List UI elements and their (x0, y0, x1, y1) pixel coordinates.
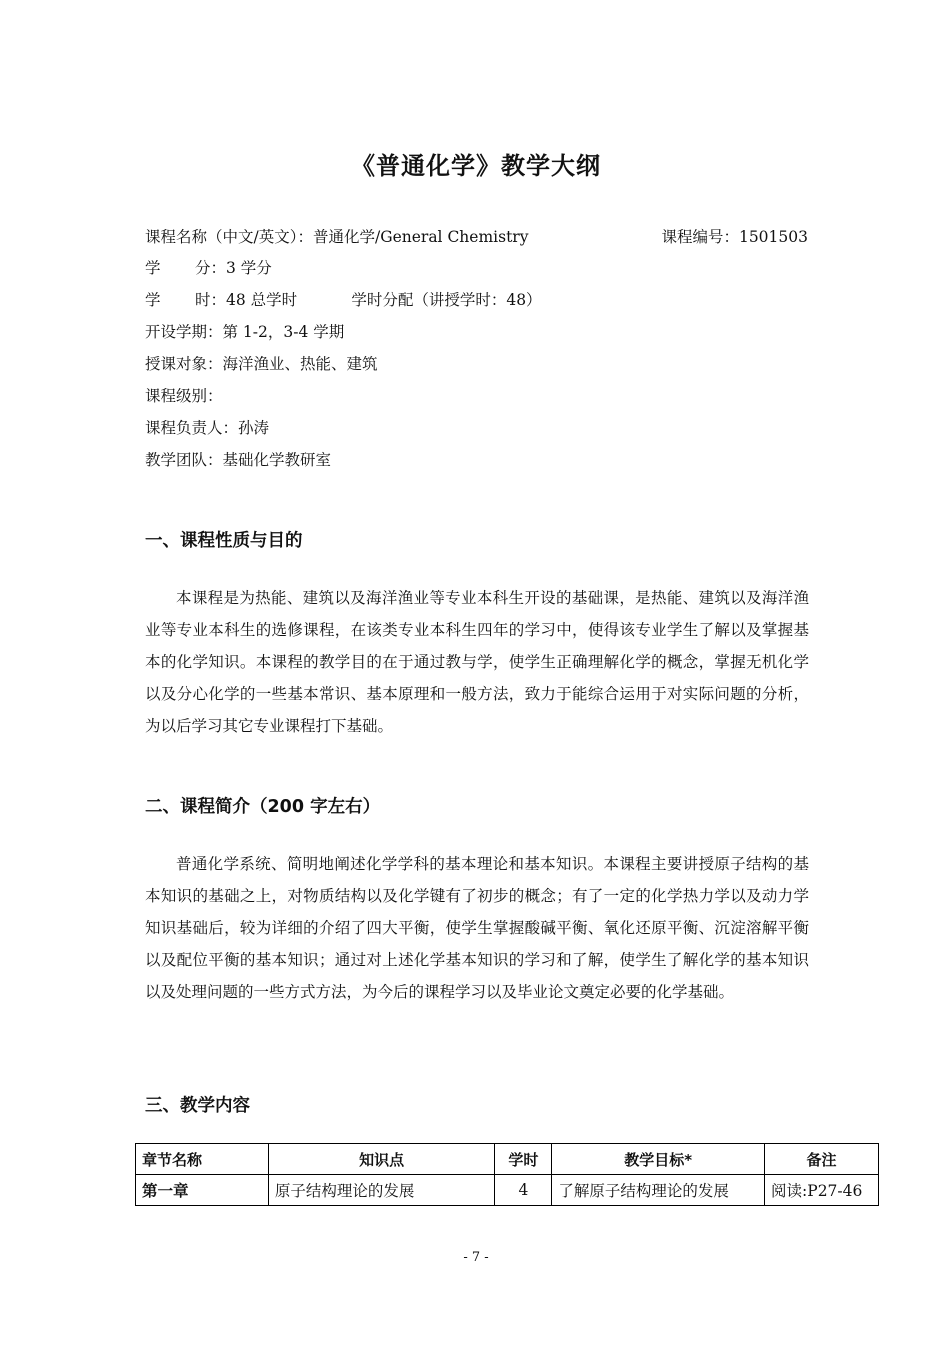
header-knowledge: 知识点 (268, 1144, 495, 1175)
course-owner: 课程负责人：孙涛 (145, 419, 270, 437)
content-table (135, 1143, 879, 1206)
section1-heading: 一、课程性质与目的 (145, 531, 303, 551)
cell-remark: 阅读:P27-46 (765, 1175, 879, 1206)
cell-knowledge: 原子结构理论的发展 (268, 1175, 495, 1206)
table-header-row (136, 1144, 879, 1175)
cell-hours: 4 (495, 1175, 552, 1206)
header-goal: 教学目标* (552, 1144, 765, 1175)
table-row (136, 1175, 879, 1206)
course-name: 课程名称（中文/英文）：普通化学/General Chemistry (145, 228, 529, 246)
page-title: 《普通化学》教学大纲 (351, 152, 601, 180)
page-number: - 7 - (463, 1250, 489, 1265)
cell-chapter: 第一章 (136, 1175, 269, 1206)
section3-heading: 三、教学内容 (145, 1096, 250, 1116)
section1-text: 本课程是为热能、建筑以及海洋渔业等专业本科生开设的基础课，是热能、建筑以及海洋渔业等专业本科生的选修课程，在该类专业本科生四年的学习中，使得该专业学生了解以及掌握基本的化学知识。本课程的教学目的在于通过教与学，使学生正确理解化学的概念，掌握无机化学以及分心化学的一些基本常识、基本原理和一般方法，致力于能综合运用于对实际问题的分析，为以后学习其它专业课程打下基础。 (145, 589, 809, 735)
section2-paragraph (145, 848, 809, 1008)
course-level: 课程级别： (145, 387, 223, 405)
course-hours: 学 时：48 总学时 学时分配（讲授学时：48） (145, 291, 542, 309)
section1-paragraph (145, 582, 809, 742)
course-audience: 授课对象：海洋渔业、热能、建筑 (145, 355, 378, 373)
course-code: 课程编号：1501503 (661, 228, 808, 246)
header-chapter: 章节名称 (136, 1144, 269, 1175)
section2-text: 普通化学系统、简明地阐述化学学科的基本理论和基本知识。本课程主要讲授原子结构的基本知识的基础之上，对物质结构以及化学键有了初步的概念；有了一定的化学热力学以及动力学知识基础后，较为详细的介绍了四大平衡，使学生掌握酸碱平衡、氧化还原平衡、沉淀溶解平衡以及配位平衡的基本知识；通过对上述化学基本知识的学习和了解，使学生了解化学的基本知识以及处理问题的一些方式方法，为今后的课程学习以及毕业论文奠定必要的化学基础。 (145, 855, 809, 1001)
section2-heading: 二、课程简介（200 字左右） (145, 797, 381, 817)
course-credit: 学 分：3 学分 (145, 259, 272, 277)
header-remark: 备注 (765, 1144, 879, 1175)
header-hours: 学时 (495, 1144, 552, 1175)
course-semester: 开设学期：第 1-2，3-4 学期 (145, 323, 345, 341)
cell-goal: 了解原子结构理论的发展 (552, 1175, 765, 1206)
course-team: 教学团队：基础化学教研室 (145, 451, 332, 469)
